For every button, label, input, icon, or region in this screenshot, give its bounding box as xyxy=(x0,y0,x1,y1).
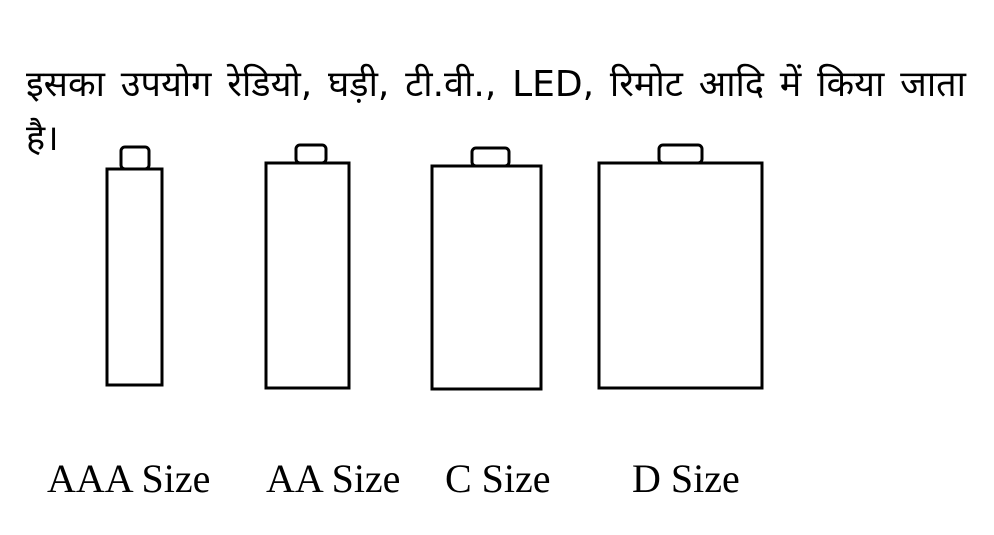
c-size-label: C Size xyxy=(445,456,551,501)
d-battery-body xyxy=(599,163,762,388)
aa-size-label: AA Size xyxy=(266,456,401,501)
aaa-battery-drawing xyxy=(107,147,162,385)
c-battery-terminal xyxy=(472,148,509,166)
aaa-battery-terminal xyxy=(121,147,149,169)
aa-battery-body xyxy=(266,163,349,388)
aaa-battery-body xyxy=(107,169,162,385)
usage-paragraph: इसका उपयोग रेडियो, घड़ी, टी.वी., LED, रिमोट आदि में किया जाता है। xyxy=(26,64,966,159)
aaa-size-label: AAA Size xyxy=(47,456,211,501)
aa-battery-terminal xyxy=(296,145,326,163)
c-battery-body xyxy=(432,166,541,389)
c-battery-drawing xyxy=(432,148,541,389)
d-battery-terminal xyxy=(659,145,702,163)
d-battery-drawing xyxy=(599,145,762,388)
d-size-label: D Size xyxy=(632,456,740,501)
aa-battery-drawing xyxy=(266,145,349,388)
